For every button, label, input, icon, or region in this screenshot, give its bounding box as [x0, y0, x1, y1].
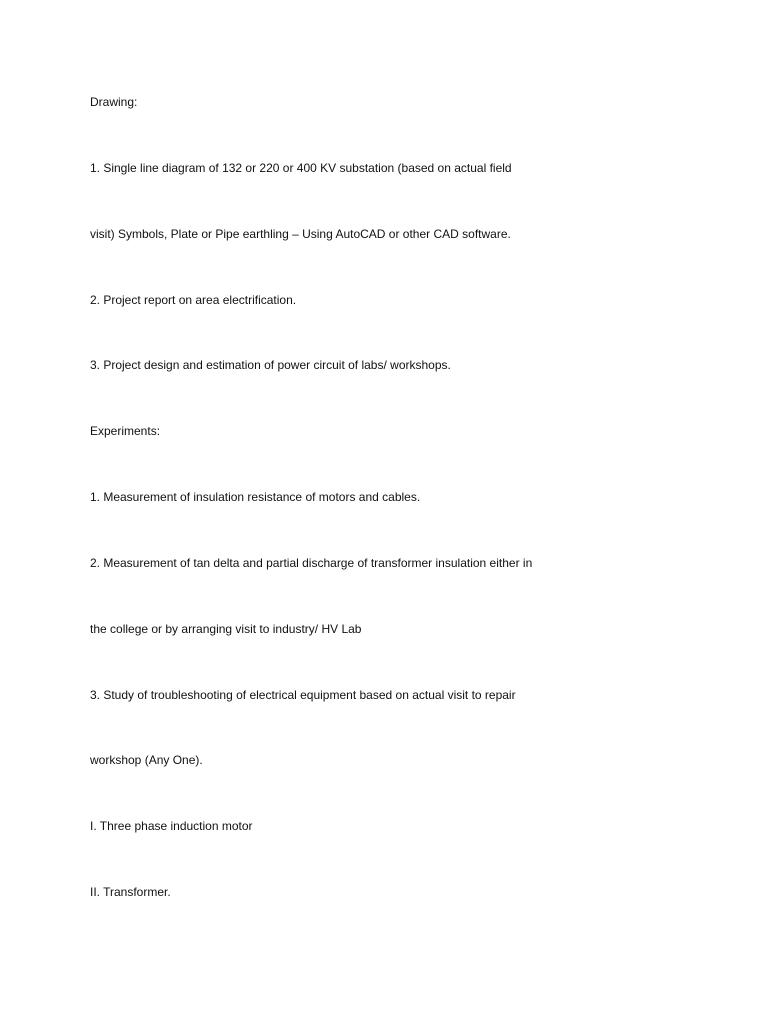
drawing-item-1-line-2: visit) Symbols, Plate or Pipe earthling – Using AutoCAD or other CAD software.	[90, 227, 511, 241]
experiment-item-3-line-2: workshop (Any One).	[90, 753, 203, 767]
sub-item-i: I. Three phase induction motor	[90, 819, 253, 833]
heading-drawing: Drawing:	[90, 95, 138, 109]
drawing-item-2: 2. Project report on area electrification.	[90, 293, 297, 307]
drawing-item-1-line-1: 1. Single line diagram of 132 or 220 or 400 KV substation (based on actual field	[90, 161, 512, 175]
experiment-item-2-line-2: the college or by arranging visit to industry/ HV Lab	[90, 622, 362, 636]
sub-item-ii: II. Transformer.	[90, 885, 171, 899]
heading-experiments: Experiments:	[90, 424, 161, 438]
drawing-item-3: 3. Project design and estimation of power circuit of labs/ workshops.	[90, 358, 451, 372]
experiment-item-2-line-1: 2. Measurement of tan delta and partial discharge of transformer insulation either in	[90, 556, 533, 570]
experiment-item-1: 1. Measurement of insulation resistance of motors and cables.	[90, 490, 421, 504]
experiment-item-3-line-1: 3. Study of troubleshooting of electrical equipment based on actual visit to repair	[90, 688, 516, 702]
